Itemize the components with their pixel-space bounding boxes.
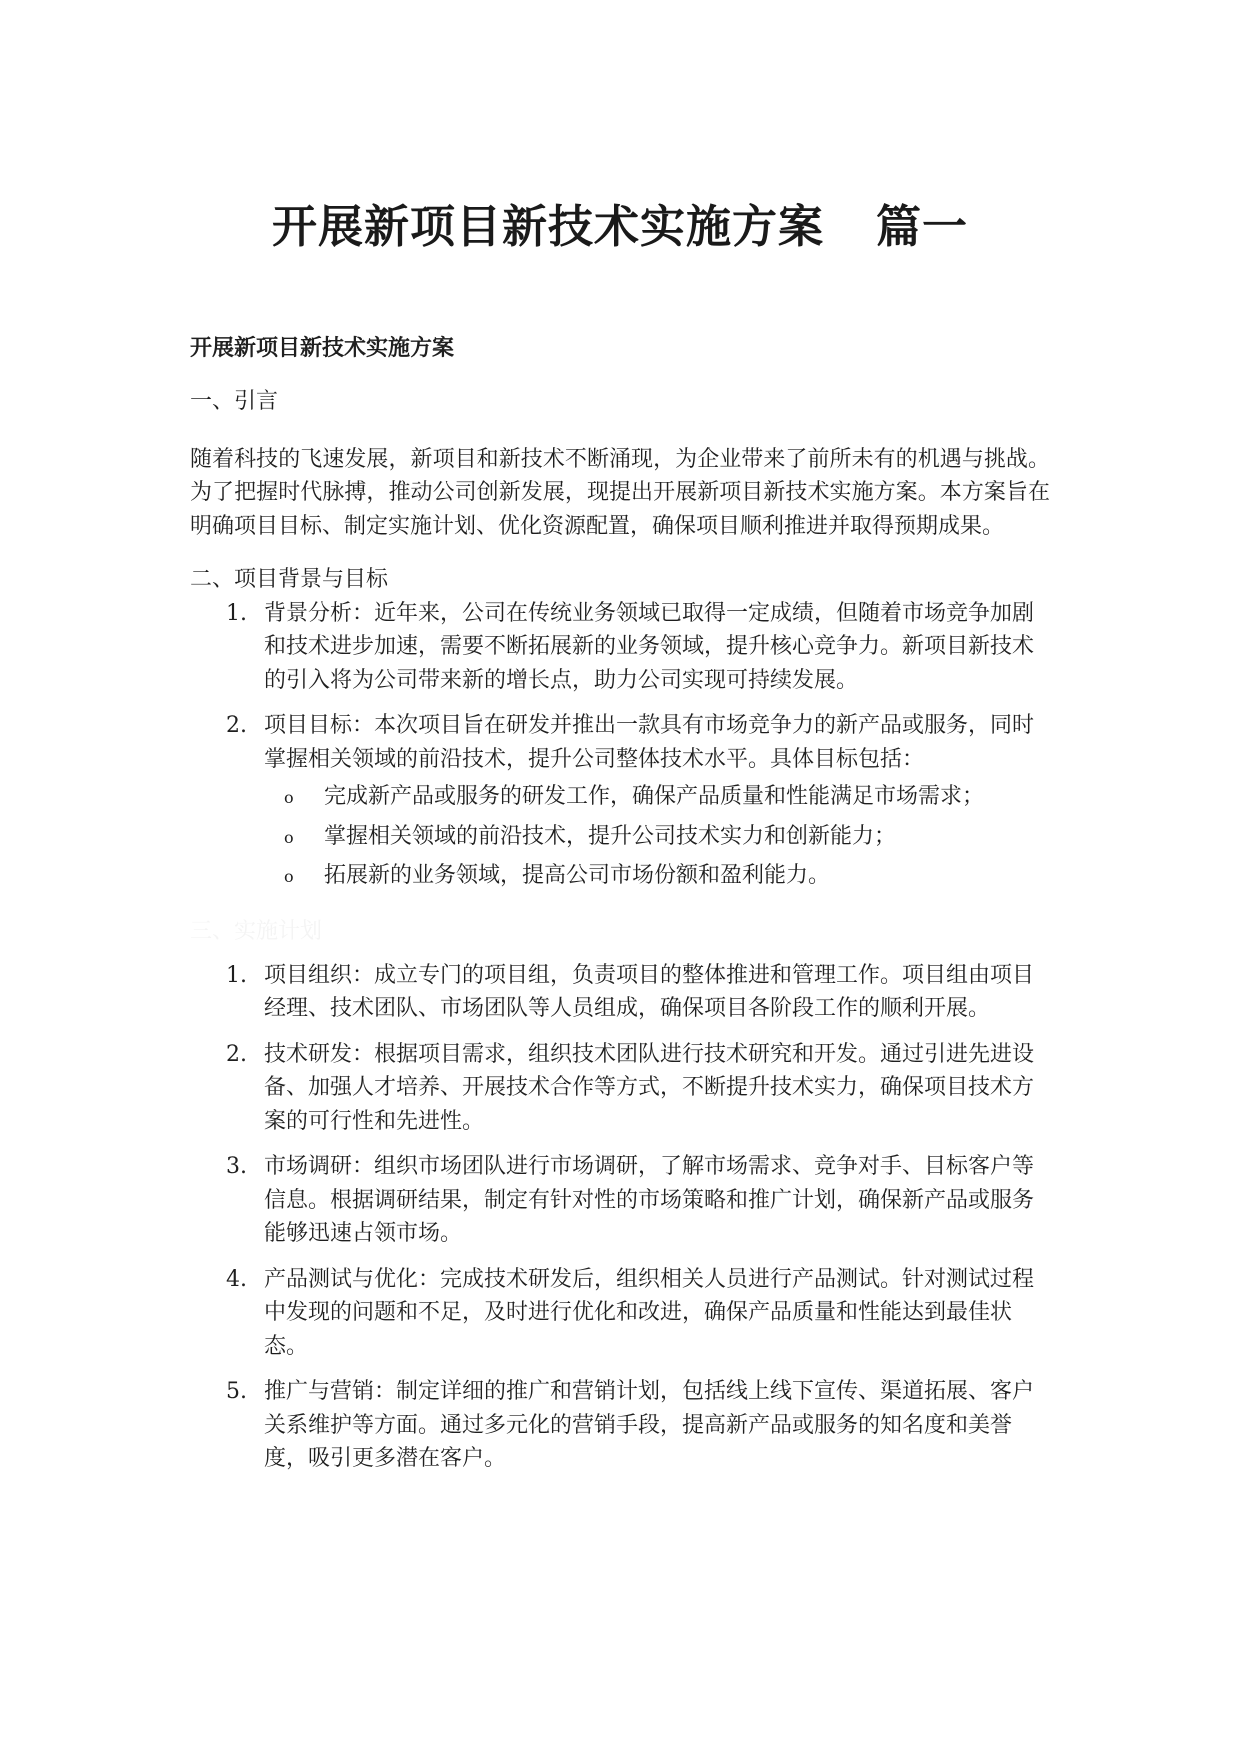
list-item-number: 2.	[226, 713, 247, 738]
list-item-text: 产品测试与优化：完成技术研发后，组织相关人员进行产品测试。针对测试过程中发现的问题和不足，及时进行优化和改进，确保产品质量和性能达到最佳状态。	[264, 1266, 1035, 1359]
circle-bullet-icon: o	[284, 788, 294, 807]
list-item	[190, 1375, 1050, 1476]
list-item-number: 3.	[226, 1154, 247, 1179]
page-title	[0, 190, 1240, 255]
list-item	[190, 959, 1050, 1026]
sub-list-item-text: 掌握相关领域的前沿技术，提升公司技术实力和创新能力；	[324, 823, 897, 849]
list-item	[190, 1038, 1050, 1139]
list-item-number: 2.	[226, 1041, 247, 1067]
list-item-number: 1.	[226, 600, 247, 626]
sub-list-item-text: 完成新产品或服务的研发工作，确保产品质量和性能满足市场需求；	[324, 784, 985, 809]
sub-list-item	[264, 859, 1050, 893]
section-heading-implementation: 三、实施计划	[190, 918, 323, 944]
sub-list-item-text: 拓展新的业务领域，提高公司市场份额和盈利能力。	[324, 863, 831, 888]
list-item	[190, 597, 1050, 698]
circle-bullet-icon: o	[284, 827, 294, 847]
list-item-number: 1.	[226, 962, 247, 988]
sub-list-item	[264, 780, 1050, 814]
list-item-number: 5.	[226, 1379, 247, 1404]
background-list	[190, 597, 1050, 893]
list-item-text: 项目组织：成立专门的项目组，负责项目的整体推进和管理工作。项目组由项目经理、技术团队、市场团队等人员组成，确保项目各阶段工作的顺利开展。	[264, 962, 1035, 1021]
list-item-text: 推广与营销：制定详细的推广和营销计划，包括线上线下宣传、渠道拓展、客户关系维护等方面。通过多元化的营销手段，提高新产品或服务的知名度和美誉度，吸引更多潜在客户。	[264, 1379, 1035, 1471]
intro-paragraph: 随着科技的飞速发展，新项目和新技术不断涌现，为企业带来了前所未有的机遇与挑战。为了把握时代脉搏，推动公司创新发展，现提出开展新项目新技术实施方案。本方案旨在明确项目目标、制定实施计划、优化资源配置，确保项目顺利推进并取得预期成果。	[190, 446, 1050, 539]
document-body	[190, 332, 1050, 1488]
list-item	[190, 1150, 1050, 1251]
list-item-text: 项目目标：本次项目旨在研发并推出一款具有市场竞争力的新产品或服务，同时掌握相关领域的前沿技术，提升公司整体技术水平。具体目标包括：	[264, 713, 1035, 772]
section-heading-intro: 一、引言	[190, 389, 279, 414]
sub-list-item	[264, 820, 1050, 854]
list-item	[190, 1263, 1050, 1364]
list-item	[190, 709, 1050, 893]
list-item-text: 技术研发：根据项目需求，组织技术团队进行技术研究和开发。通过引进先进设备、加强人才培养、开展技术合作等方式，不断提升技术实力，确保项目技术方案的可行性和先进性。	[264, 1041, 1035, 1134]
list-item-text: 背景分析：近年来，公司在传统业务领域已取得一定成绩，但随着市场竞争加剧和技术进步加速，需要不断拓展新的业务领域，提升核心竞争力。新项目新技术的引入将为公司带来新的增长点，助力公司实现可持续发展。	[264, 600, 1035, 693]
page-title-main: 开展新项目新技术实施方案	[271, 200, 824, 253]
page-title-part: 篇一	[876, 200, 969, 253]
circle-bullet-icon: o	[284, 867, 294, 886]
document-subtitle: 开展新项目新技术实施方案	[190, 336, 455, 361]
list-item-text: 市场调研：组织市场团队进行市场调研，了解市场需求、竞争对手、目标客户等信息。根据调研结果，制定有针对性的市场策略和推广计划，确保新产品或服务能够迅速占领市场。	[264, 1154, 1035, 1246]
goal-sublist	[264, 780, 1050, 893]
section-heading-background: 二、项目背景与目标	[190, 567, 389, 592]
list-item-number: 4.	[226, 1266, 247, 1292]
implementation-list	[190, 959, 1050, 1476]
